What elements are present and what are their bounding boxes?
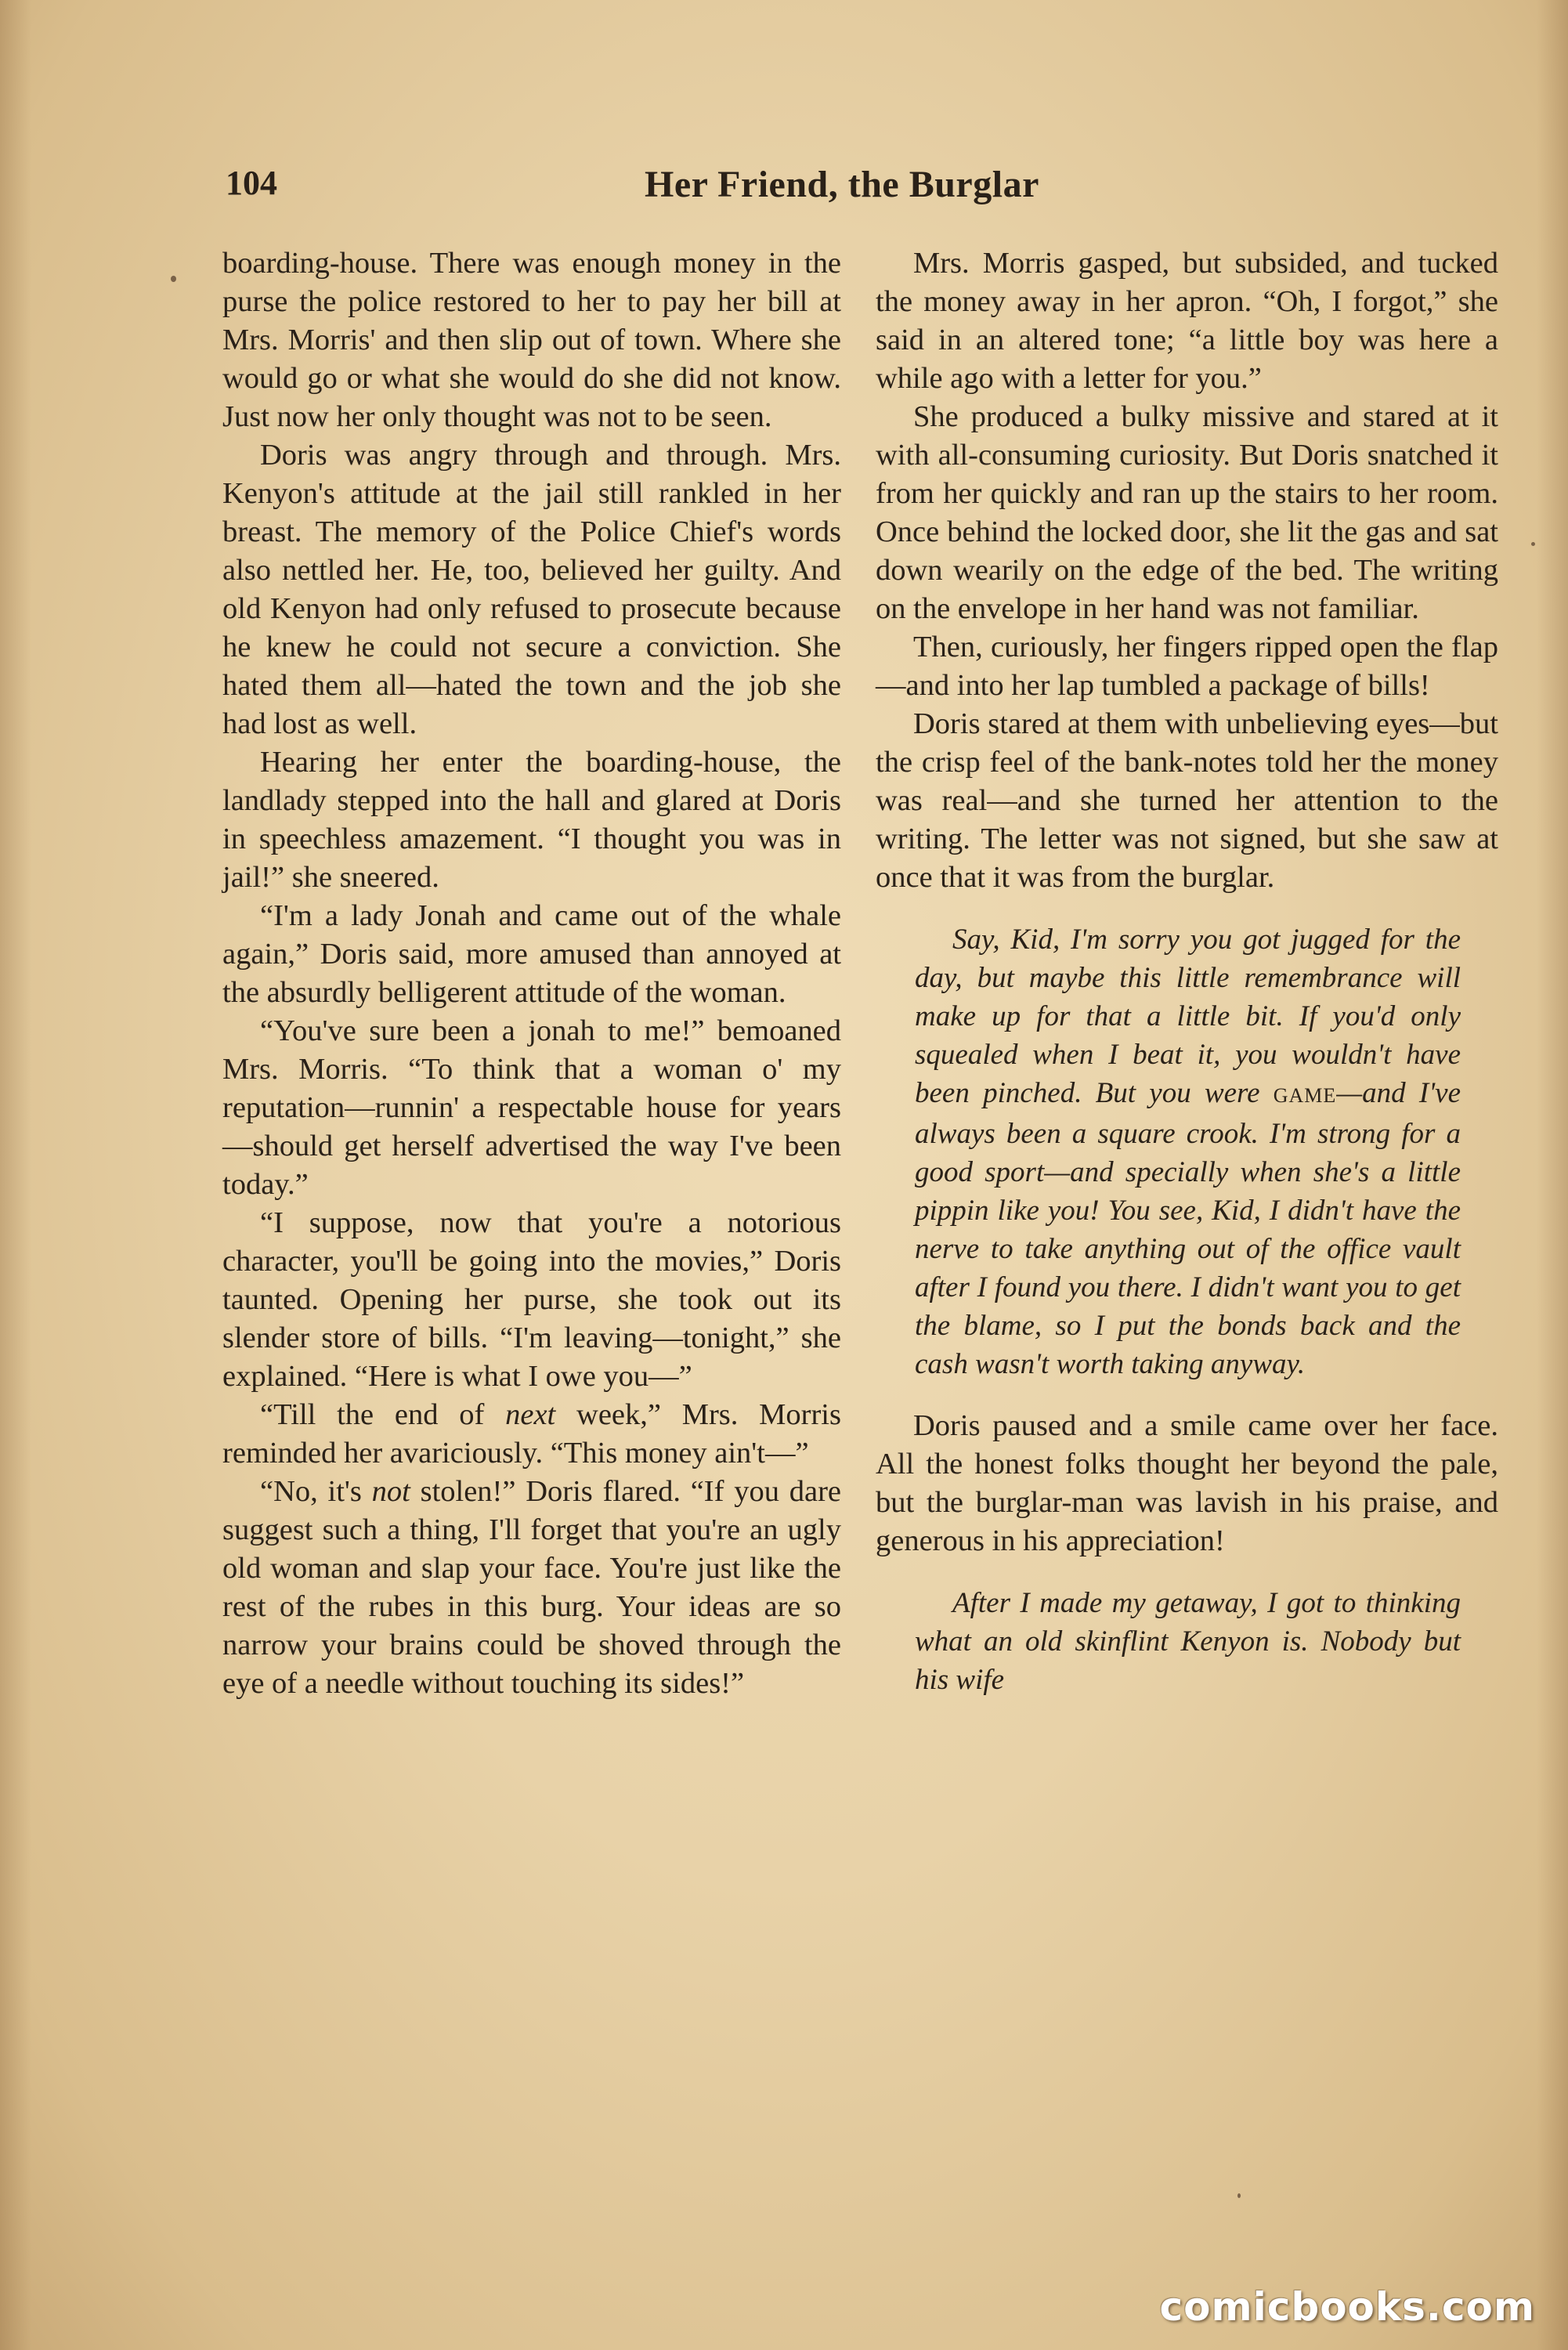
text-run: Say, Kid, I'm sorry you got jugged for the day, but maybe this little remembrance will make up for that a little bit. If you'd only squealed when I beat it, you wouldn't have been pinched. But you were — [915, 924, 1461, 1109]
left-column — [222, 244, 841, 1703]
text-run: —and I've always been a square crook. I'm strong for a good sport—and specially when she's a little pippin like you! You see, Kid, I didn't have the nerve to take anything out of the office vault after I found you there. I didn't want you to get the blame, so I put the bonds back and the cash wasn't worth taking anyway. — [915, 1077, 1461, 1380]
text-run: week,” Mrs. Morris reminded her avariciously. “This money ain't—” — [222, 1398, 841, 1470]
paragraph: boarding-house. There was enough money in the purse the police restored to her to pay her bill at Mrs. Morris' and then slip out of town. Where she would go or what she would do she did not know. Just now her only thought was not to be seen. — [222, 247, 841, 433]
page-header — [226, 163, 1494, 210]
paragraph — [222, 1473, 841, 1703]
paragraph: Mrs. Morris gasped, but subsided, and tucked the money away in her apron. “Oh, I forgot,” she said in an altered tone; “a little boy was here a while ago with a letter for you.” — [876, 247, 1498, 395]
text-run: “Till the end of — [260, 1398, 506, 1431]
watermark-logo: comicbooks.com — [1159, 2284, 1535, 2330]
small-caps-text: GAME — [1273, 1084, 1337, 1107]
text-run: “No, it's — [260, 1475, 372, 1508]
page-edge-shadow-left — [0, 0, 31, 2350]
text-run: stolen!” Doris flared. “If you dare suggest such a thing, I'll forget that you're an ugly old woman and slap your face. You're just like the rest of the rubes in this burg. Your ideas are so narrow your brains could be shoved through the eye of a needle without touching its sides!” — [222, 1475, 841, 1700]
paper-speck — [171, 276, 176, 282]
page-edge-shadow-right — [1537, 0, 1568, 2350]
paragraph: She produced a bulky missive and stared at it with all-consuming curiosity. But Doris snatched it from her quickly and ran up the stairs to her room. Once behind the locked door, she lit the gas and sat down wearily on the edge of the bed. The writing on the envelope in her hand was not familiar. — [876, 400, 1498, 625]
paragraph: Doris was angry through and through. Mrs. Kenyon's attitude at the jail still rankled in her breast. The memory of the Police Chief's words also nettled her. He, too, believed her guilty. And old Kenyon had only refused to prosecute because he knew he could not secure a conviction. She hated them all—hated the town and the job she had lost as well. — [222, 439, 841, 740]
paragraph: “I suppose, now that you're a notorious character, you'll be going into the movies,” Doris taunted. Opening her purse, she took out its slender store of bills. “I'm leaving—tonight,” she explained. “Here is what I owe you—” — [222, 1206, 841, 1393]
right-column — [876, 244, 1498, 1723]
paragraph: Hearing her enter the boarding-house, the landlady stepped into the hall and glared at Doris in speechless amazement. “I thought you was in jail!” she sneered. — [222, 746, 841, 894]
paragraph: Doris stared at them with unbelieving eyes—but the crisp feel of the bank-notes told her the money was real—and she turned her attention to the writing. The letter was not signed, but she saw at once that it was from the burglar. — [876, 707, 1498, 894]
letter-excerpt: After I made my getaway, I got to thinking what an old skinflint Kenyon is. Nobody but his wife — [915, 1587, 1461, 1696]
paper-speck — [1531, 542, 1535, 546]
running-title: Her Friend, the Burglar — [645, 164, 1039, 205]
paragraph: Then, curiously, her fingers ripped open the flap—and into her lap tumbled a package of bills! — [876, 631, 1498, 702]
paragraph: Doris paused and a smile came over her face. All the honest folks thought her beyond the pale, but the burglar-man was lavish in his praise, and generous in his appreciation! — [876, 1409, 1498, 1557]
emphasis-text: not — [371, 1475, 410, 1508]
page-number: 104 — [226, 164, 277, 202]
paragraph — [222, 1396, 841, 1473]
paper-speck — [1237, 2193, 1241, 2198]
letter-excerpt — [915, 920, 1461, 1383]
emphasis-text: next — [505, 1398, 556, 1431]
paragraph: “You've sure been a jonah to me!” bemoaned Mrs. Morris. “To think that a woman o' my reputation—runnin' a respectable house for years—should get herself advertised the way I've been today.” — [222, 1014, 841, 1201]
paragraph: “I'm a lady Jonah and came out of the whale again,” Doris said, more amused than annoyed at the absurdly belligerent attitude of the woman. — [222, 899, 841, 1009]
